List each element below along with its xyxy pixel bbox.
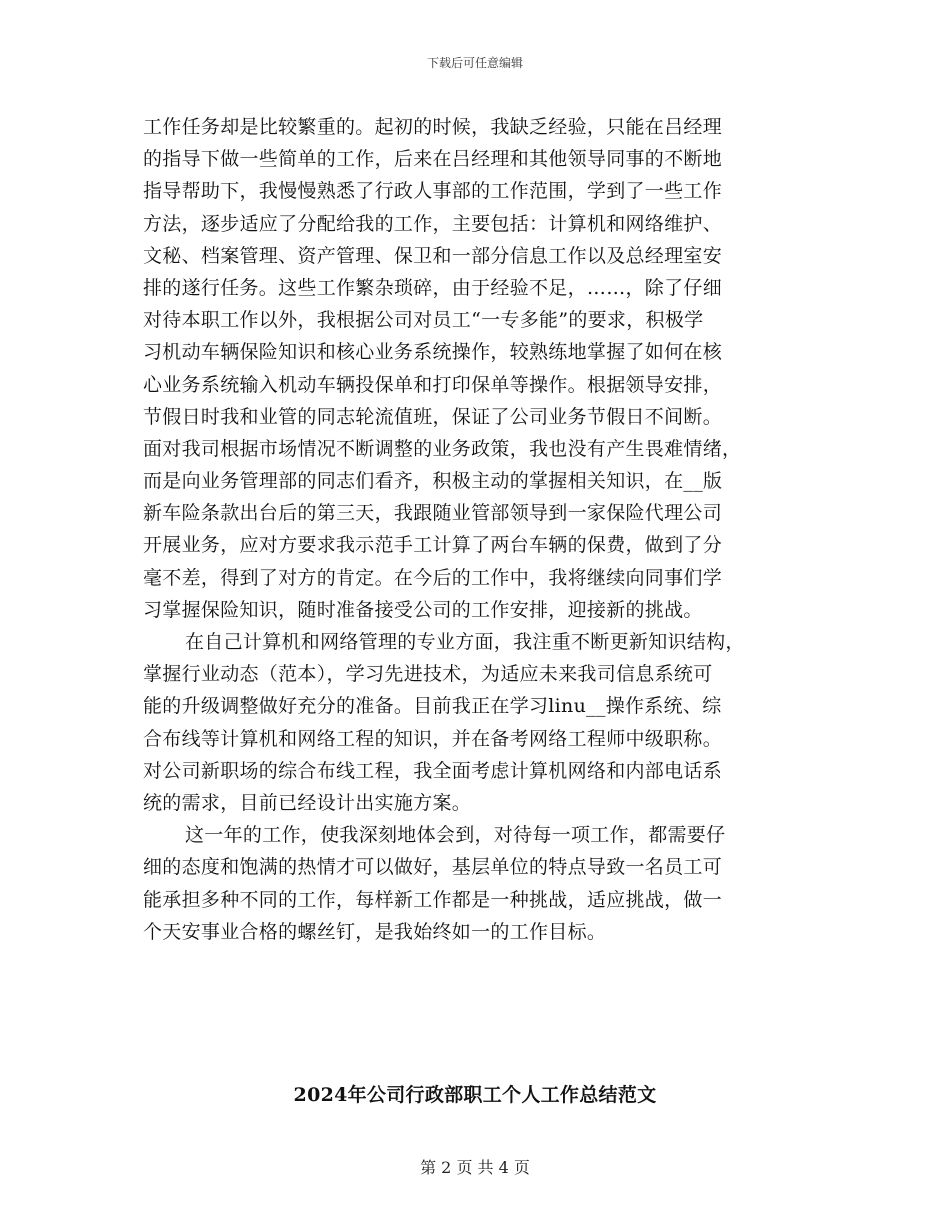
body-text <box>143 111 813 948</box>
text-line: 习机动车辆保险知识和核心业务系统操作，较熟练地掌握了如何在核 <box>143 341 723 364</box>
text-line: 心业务系统输入机动车辆投保单和打印保单等操作。根据领导安排， <box>143 373 723 396</box>
text-line: 开展业务，应对方要求我示范手工计算了两台车辆的保费，做到了分 <box>143 534 723 557</box>
text-line: 新车险条款出台后的第三天，我跟随业管部领导到一家保险代理公司 <box>143 502 723 525</box>
paragraph <box>143 111 813 626</box>
text-line: 指导帮助下，我慢慢熟悉了行政人事部的工作范围，学到了一些工作 <box>143 180 723 203</box>
text-line: 能承担多种不同的工作，每样新工作都是一种挑战，适应挑战，做一 <box>143 888 723 911</box>
text-line: 排的遂行任务。这些工作繁杂琐碎，由于经验不足，……，除了仔细 <box>143 276 723 299</box>
paragraph <box>143 819 813 948</box>
text-line: 在自己计算机和网络管理的专业方面，我注重不断更新知识结构， <box>185 631 745 653</box>
text-line: 毫不差，得到了对方的肯定。在今后的工作中，我将继续向同事们学 <box>143 566 723 589</box>
text-line: 这一年的工作，使我深刻地体会到，对待每一项工作，都需要仔 <box>185 824 726 847</box>
text-line: 节假日时我和业管的同志轮流值班，保证了公司业务节假日不间断。 <box>143 405 723 428</box>
text-line: 方法，逐步适应了分配给我的工作，主要包括：计算机和网络维护、 <box>143 212 723 235</box>
page-header: 下载后可任意编辑 <box>426 56 523 70</box>
text-line: 个天安事业合格的螺丝钉，是我始终如一的工作目标。 <box>143 920 607 943</box>
text-line: 文秘、档案管理、资产管理、保卫和一部分信息工作以及总经理室安 <box>143 244 723 267</box>
section-title: 2024年公司行政部职工个人工作总结范文 <box>293 1084 657 1106</box>
text-line: 合布线等计算机和网络工程的知识，并在备考网络工程师中级职称。 <box>143 727 723 750</box>
text-line: 对待本职工作以外，我根据公司对员工“一专多能”的要求，积极学 <box>143 309 704 332</box>
paragraph <box>143 626 813 819</box>
text-line: 的指导下做一些简单的工作，后来在吕经理和其他领导同事的不断地 <box>143 148 723 171</box>
text-line: 细的态度和饱满的热情才可以做好，基层单位的特点导致一名员工可 <box>143 856 723 879</box>
page-footer: 第 2 页 共 4 页 <box>420 1158 530 1177</box>
text-line: 掌握行业动态（范本），学习先进技术，为适应未来我司信息系统可 <box>143 663 713 686</box>
text-line: 而是向业务管理部的同志们看齐，积极主动的掌握相关知识，在__版 <box>143 470 723 493</box>
text-line: 统的需求，目前已经设计出实施方案。 <box>143 791 472 814</box>
text-line: 习掌握保险知识，随时准备接受公司的工作安排，迎接新的挑战。 <box>143 598 703 621</box>
text-line: 对公司新职场的综合布线工程，我全面考虑计算机网络和内部电话系 <box>143 759 723 782</box>
text-line: 面对我司根据市场情况不断调整的业务政策，我也没有产生畏难情绪， <box>143 437 742 460</box>
text-line: 工作任务却是比较繁重的。起初的时候，我缺乏经验，只能在吕经理 <box>143 116 723 138</box>
text-line: 能的升级调整做好充分的准备。目前我正在学习linu__操作系统、综 <box>143 695 722 718</box>
